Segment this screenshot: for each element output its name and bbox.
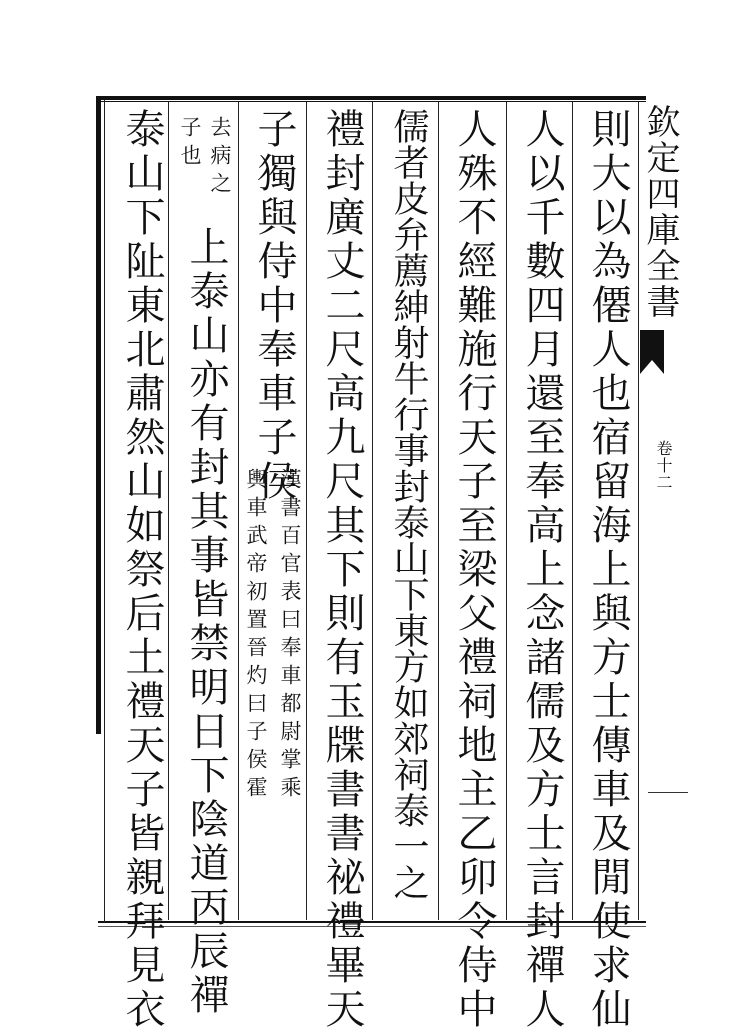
column-rule: [306, 102, 307, 920]
text-column-1: 則大以為僊人也宿留海上與方士傳車及閒使求仙: [585, 108, 631, 1032]
frame-left-border: [96, 96, 101, 734]
column-rule: [638, 102, 639, 920]
frame-top-border: [98, 96, 646, 100]
edge-mark: [648, 792, 688, 793]
note-column-7b: 子也: [178, 116, 202, 172]
note-column-6a: 漢書百官表曰奉車都尉掌乘: [278, 468, 302, 804]
note-column-6b: 輿車武帝初置晉灼曰子侯霍: [244, 468, 268, 804]
note-column-7a: 去病之: [208, 116, 232, 200]
text-column-4: 儒者皮弁薦紳射牛行事封泰山下東方如郊祠泰一之: [388, 108, 429, 900]
column-rule: [238, 102, 239, 920]
frame-left-inner-border: [104, 100, 105, 922]
margin-book-title: 欽定四庫全書: [640, 104, 680, 320]
text-column-2: 人以千數四月還至奉高上念諸儒及方士言封禪人: [519, 108, 565, 1032]
text-column-6: 子獨與侍中奉車子侯: [251, 108, 297, 504]
text-column-5: 禮封廣丈二尺高九尺其下則有玉牒書書祕禮畢天: [319, 108, 365, 1032]
column-rule: [438, 102, 439, 920]
text-column-3: 人殊不經難施行天子至梁父禮祠地主乙卯令侍中: [451, 108, 497, 1032]
fishtail-mark-icon: [640, 330, 664, 374]
column-rule: [372, 102, 373, 920]
column-rule: [572, 102, 573, 920]
text-column-8: 泰山下阯東北肅然山如祭后土禮天子皆親拜見衣: [119, 108, 165, 1032]
column-rule: [168, 102, 169, 920]
margin-volume-label: 卷十二: [654, 440, 673, 491]
column-rule: [506, 102, 507, 920]
text-column-7: 上泰山亦有封其事皆禁明日下陰道丙辰禪: [183, 226, 229, 1018]
